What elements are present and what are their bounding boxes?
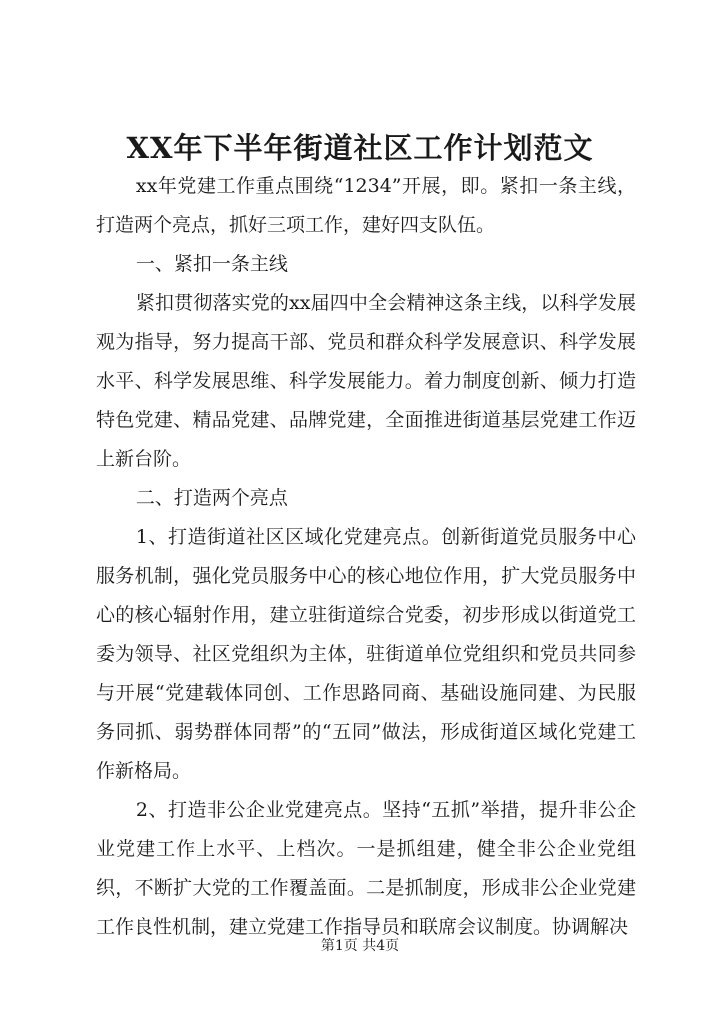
section-2-item-1: 1、打造街道社区区域化党建亮点。创新街道党员服务中心服务机制，强化党员服务中心的核心地位作用，扩大党员服务中心的核心辐射作用，建立驻街道综合党委，初步形成以街道党工委为领导、社区党组织为主体，驻街道单位党组织和党员共同参与开展“党建载体同创、工作思路同商、基础设施同建、为民服务同抓、弱势群体同帮”的“五同”做法，形成街道区域化党建工作新格局。 [96, 526, 636, 782]
section-1-paragraph: 紧扣贯彻落实党的xx届四中全会精神这条主线，以科学发展观为指导，努力提高干部、党员和群众科学发展意识、科学发展水平、科学发展思维、科学发展能力。着力制度创新、倾力打造特色党建、精品党建、品牌党建，全面推进街道基层党建工作迈上新台阶。 [96, 292, 636, 470]
section-heading-1: 一、紧扣一条主线 [135, 253, 288, 275]
section-heading-2: 二、打造两个亮点 [135, 487, 288, 509]
intro-paragraph: xx年党建工作重点围绕“1234”开展，即。紧扣一条主线，打造两个亮点，抓好三项工作，建好四支队伍。 [96, 175, 636, 236]
section-2-item-2: 2、打造非公企业党建亮点。坚持“五抓”举措，提升非公企业党建工作上水平、上档次。一是抓组建，健全非公企业党组织，不断扩大党的工作覆盖面。二是抓制度，形成非公企业党建工作良性机制，建立党建工作指导员和联席会议制度。协调解决 [96, 799, 636, 938]
document-body [96, 167, 636, 947]
document-title: XX年下半年街道社区工作计划范文 [126, 131, 594, 165]
page-number-footer: 第1页 共4页 [320, 938, 400, 954]
